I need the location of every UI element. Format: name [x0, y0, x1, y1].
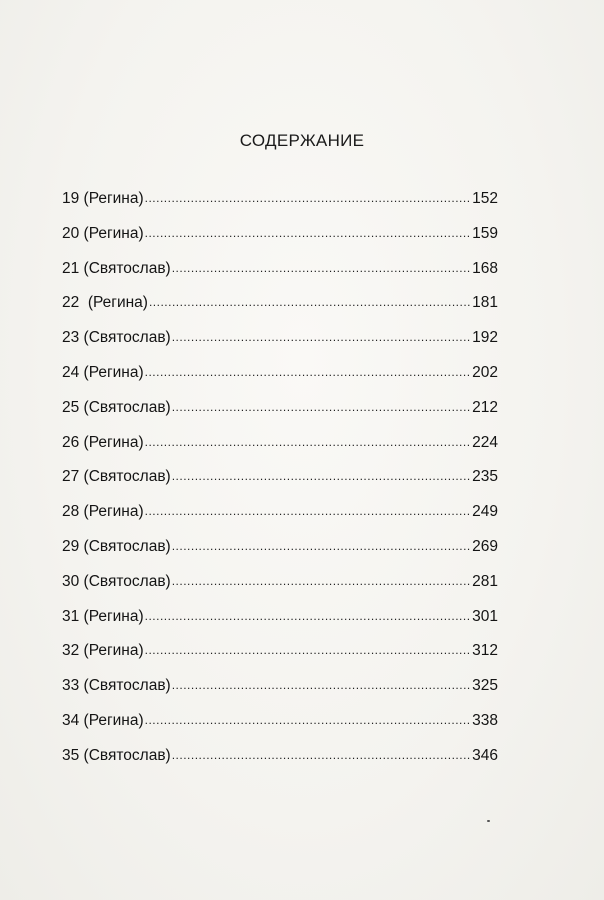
toc-entry [62, 364, 498, 399]
toc-entry-page-number: 152 [472, 190, 498, 207]
toc-entry-page-number: 159 [472, 224, 498, 242]
toc-entry [62, 329, 498, 364]
toc-dot-leader [172, 400, 471, 414]
toc-entry-page-number: 168 [472, 259, 498, 277]
toc-dot-leader [172, 330, 471, 344]
toc-dot-leader [145, 713, 471, 727]
toc-entry-label: 25 (Святослав) [62, 398, 171, 416]
toc-entry [62, 503, 498, 538]
toc-entry [62, 260, 498, 295]
toc-dot-leader [145, 504, 471, 518]
toc-dot-leader [172, 539, 471, 553]
toc-entry [62, 190, 498, 225]
toc-entry-page-number: 346 [472, 746, 498, 764]
toc-entry-label: 27 (Святослав) [62, 468, 171, 486]
toc-entry-label: 23 (Святослав) [62, 329, 171, 347]
toc-entry-page-number: 338 [472, 711, 498, 729]
ink-speck [487, 820, 490, 822]
toc-entry-label: 34 (Регина) [62, 711, 144, 729]
toc-dot-leader [145, 609, 471, 623]
toc-entry-label: 31 (Регина) [62, 607, 144, 625]
toc-entry-page-number: 212 [472, 398, 498, 416]
toc-entry [62, 538, 498, 573]
toc-entry-label: 19 (Регина) [62, 190, 144, 207]
toc-entry-label: 29 (Святослав) [62, 537, 171, 555]
toc-entry-page-number: 192 [472, 329, 498, 347]
toc-entry-label: 21 (Святослав) [62, 259, 171, 277]
toc-entry [62, 608, 498, 643]
table-of-contents [62, 190, 498, 782]
toc-entry [62, 712, 498, 747]
toc-dot-leader [145, 643, 471, 657]
page-title: СОДЕРЖАНИЕ [239, 131, 365, 151]
toc-entry [62, 573, 498, 608]
toc-entry-label: 33 (Святослав) [62, 677, 171, 695]
toc-dot-leader [172, 748, 471, 762]
toc-dot-leader [149, 295, 471, 309]
toc-entry-page-number: 301 [472, 607, 498, 625]
toc-entry-page-number: 281 [472, 572, 498, 590]
toc-entry-label: 28 (Регина) [62, 503, 144, 521]
toc-entry-label: 22 (Регина) [62, 294, 148, 312]
toc-entry [62, 399, 498, 434]
toc-dot-leader [145, 435, 471, 449]
toc-entry-label: 32 (Регина) [62, 642, 144, 660]
toc-dot-leader [145, 365, 471, 379]
toc-dot-leader [172, 574, 471, 588]
toc-entry-page-number: 325 [472, 677, 498, 695]
toc-entry [62, 642, 498, 677]
toc-dot-leader [172, 469, 471, 483]
toc-dot-leader [172, 261, 471, 275]
toc-entry-label: 26 (Регина) [62, 433, 144, 451]
toc-entry-page-number: 312 [472, 642, 498, 660]
toc-entry-page-number: 202 [472, 363, 498, 381]
toc-entry [62, 294, 498, 329]
toc-entry-label: 24 (Регина) [62, 363, 144, 381]
toc-dot-leader [172, 678, 471, 692]
toc-dot-leader [145, 191, 471, 205]
toc-entry-page-number: 269 [472, 537, 498, 555]
toc-dot-leader [145, 226, 471, 240]
toc-entry [62, 747, 498, 782]
toc-entry [62, 468, 498, 503]
toc-entry-label: 20 (Регина) [62, 224, 144, 242]
toc-entry-label: 35 (Святослав) [62, 746, 171, 764]
toc-entry-page-number: 249 [472, 503, 498, 521]
toc-entry [62, 225, 498, 260]
toc-entry [62, 677, 498, 712]
toc-entry [62, 434, 498, 469]
toc-entry-page-number: 181 [472, 294, 498, 312]
toc-entry-page-number: 224 [472, 433, 498, 451]
toc-entry-page-number: 235 [472, 468, 498, 486]
toc-entry-label: 30 (Святослав) [62, 572, 171, 590]
